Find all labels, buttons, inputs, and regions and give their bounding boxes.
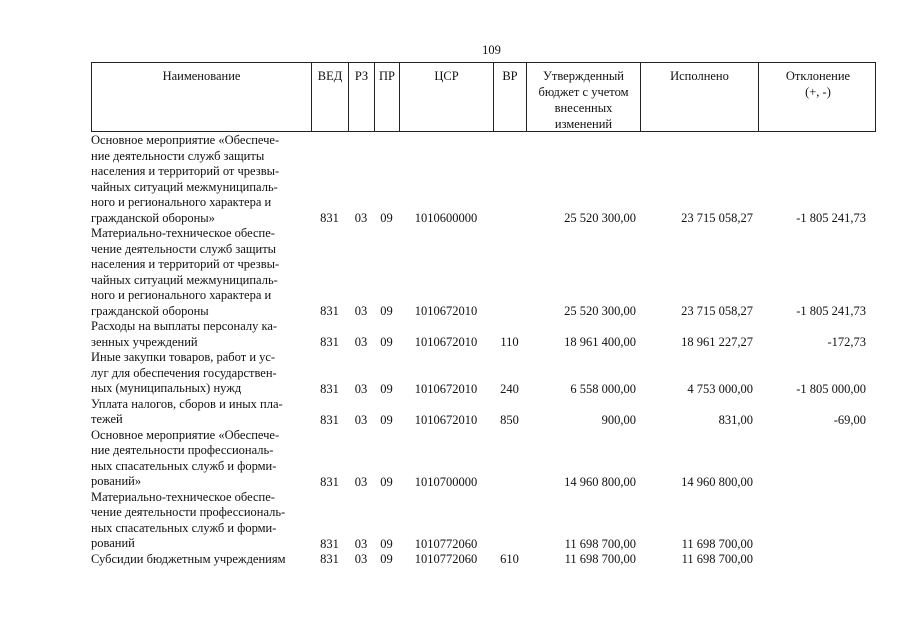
header-pr: ПР	[375, 63, 400, 131]
cell-pr: 09	[380, 474, 393, 489]
header-approved: Утвержденный бюджет с учетом внесенных изменений	[527, 63, 641, 131]
row-name: Уплата налогов, сборов и иных пла- тежей	[91, 396, 283, 426]
cell-csr: 1010672010	[414, 304, 478, 318]
cell-executed: 23 715 058,27	[681, 211, 753, 225]
cell-deviation: -69,00	[833, 412, 866, 427]
cell-pr: 09	[380, 552, 393, 566]
row-name: Основное мероприятие «Обеспече- ние деятельности профессиональ- ных спасательных служб и форми- рований»	[91, 427, 280, 488]
header-ved: ВЕД	[312, 63, 349, 131]
cell-rz: 03	[354, 552, 368, 566]
cell-deviation: -172,73	[827, 335, 866, 349]
cell-pr: 09	[380, 412, 393, 427]
cell-pr: 09	[380, 211, 393, 225]
cell-rz: 03	[354, 211, 368, 225]
cell-rz: 03	[354, 474, 368, 489]
header-executed: Исполнено	[641, 63, 759, 131]
cell-approved: 6 558 000,00	[570, 381, 636, 396]
cell-approved: 25 520 300,00	[564, 304, 636, 318]
cell-ved: 831	[320, 552, 339, 566]
table-row	[91, 552, 876, 568]
table-row	[91, 350, 876, 397]
row-name: Иные закупки товаров, работ и ус- луг для обеспечения государствен- ных (муниципальных) нужд	[91, 350, 277, 395]
cell-vr: 610	[500, 552, 519, 566]
row-name: Материально-техническое обеспе- чение деятельности служб защиты населения и территорий от чрезвы- чайных ситуаций межмуниципаль- ного и регионального характера и гражданской обороны	[91, 226, 280, 318]
cell-ved: 831	[320, 412, 339, 427]
table-row	[91, 319, 876, 350]
header-deviation: Отклонение (+, -)	[785, 69, 851, 99]
cell-csr: 1010772060	[414, 536, 478, 551]
table-row	[91, 490, 876, 552]
header-rz: РЗ	[349, 63, 375, 131]
table-row	[91, 226, 876, 319]
cell-csr: 1010700000	[414, 474, 478, 489]
cell-executed: 23 715 058,27	[681, 304, 753, 318]
cell-csr: 1010672010	[414, 381, 478, 396]
cell-ved: 831	[320, 536, 339, 551]
cell-csr: 1010600000	[414, 211, 478, 225]
row-name: Субсидии бюджетным учреждениям	[91, 551, 286, 566]
cell-ved: 831	[320, 335, 339, 349]
cell-rz: 03	[354, 335, 368, 349]
cell-pr: 09	[380, 335, 393, 349]
cell-ved: 831	[320, 304, 339, 318]
cell-approved: 11 698 700,00	[564, 552, 636, 566]
cell-executed: 11 698 700,00	[681, 536, 753, 551]
cell-executed: 4 753 000,00	[687, 381, 753, 396]
header-csr: ЦСР	[400, 63, 494, 131]
cell-vr: 240	[500, 381, 519, 396]
table-row	[91, 428, 876, 490]
header-name: Наименование	[92, 63, 312, 131]
cell-rz: 03	[354, 412, 368, 427]
table-row	[91, 133, 876, 226]
cell-executed: 18 961 227,27	[681, 335, 753, 349]
header-vr: ВР	[494, 63, 527, 131]
cell-approved: 11 698 700,00	[564, 536, 636, 551]
cell-ved: 831	[320, 474, 339, 489]
cell-pr: 09	[380, 304, 393, 318]
cell-csr: 1010772060	[414, 552, 478, 566]
cell-executed: 831,00	[718, 412, 753, 427]
row-name: Расходы на выплаты персоналу ка- зенных учреждений	[91, 319, 278, 349]
page-number: 109	[482, 43, 501, 57]
cell-deviation: -1 805 241,73	[796, 304, 866, 318]
cell-executed: 11 698 700,00	[681, 552, 753, 566]
cell-csr: 1010672010	[414, 335, 478, 349]
cell-rz: 03	[354, 536, 368, 551]
cell-deviation: -1 805 241,73	[796, 211, 866, 225]
cell-vr: 110	[500, 335, 519, 349]
table-header	[91, 62, 876, 132]
cell-pr: 09	[380, 536, 393, 551]
cell-ved: 831	[320, 381, 339, 396]
cell-rz: 03	[354, 304, 368, 318]
cell-approved: 14 960 800,00	[564, 474, 636, 489]
table-row	[91, 397, 876, 428]
cell-rz: 03	[354, 381, 368, 396]
cell-approved: 25 520 300,00	[564, 211, 636, 225]
cell-deviation: -1 805 000,00	[796, 381, 866, 396]
row-name: Материально-техническое обеспе- чение деятельности профессиональ- ных спасательных служб и форми- рований	[91, 489, 286, 550]
cell-csr: 1010672010	[414, 412, 478, 427]
cell-pr: 09	[380, 381, 393, 396]
table-body	[91, 133, 876, 567]
cell-approved: 900,00	[601, 412, 636, 427]
row-name: Основное мероприятие «Обеспече- ние деятельности служб защиты населения и территорий от чрезвы- чайных ситуаций межмуниципаль- ного и регионального характера и гражданской обороны»	[91, 133, 280, 225]
cell-ved: 831	[320, 211, 339, 225]
cell-approved: 18 961 400,00	[564, 335, 636, 349]
cell-executed: 14 960 800,00	[681, 474, 753, 489]
cell-vr: 850	[500, 412, 519, 427]
